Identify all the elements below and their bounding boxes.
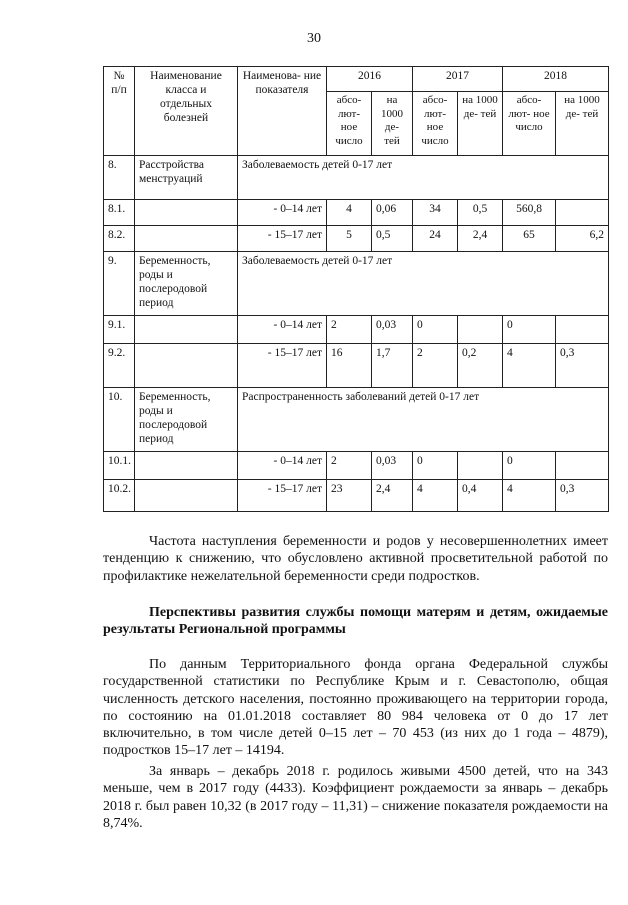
row-indicator: - 15–17 лет <box>238 344 327 388</box>
table-row <box>104 388 609 452</box>
cell-value: 1,7 <box>372 344 413 388</box>
cell-value: 0,3 <box>556 344 609 388</box>
header-year-2017: 2017 <box>413 67 503 92</box>
header-abs-2018: абсо- лют- ное число <box>503 92 556 156</box>
cell-value: 0,3 <box>556 480 609 512</box>
morbidity-table <box>103 66 609 512</box>
row-num: 9. <box>104 252 135 316</box>
header-indicator: Наименова- ние показателя <box>238 67 327 156</box>
cell-value <box>556 200 609 226</box>
row-name <box>135 344 238 388</box>
table-row <box>104 156 609 200</box>
cell-value: 0,5 <box>458 200 503 226</box>
cell-value: 24 <box>413 226 458 252</box>
cell-value: 0 <box>413 452 458 480</box>
section-heading: Перспективы развития службы помощи матерям и детям, ожидаемые результаты Региональной программы <box>103 605 608 638</box>
header-abs-2017: абсо- лют- ное число <box>413 92 458 156</box>
cell-value: 0,03 <box>372 316 413 344</box>
row-span-text: Распространенность заболеваний детей 0-17 лет <box>238 388 609 452</box>
cell-value: 0 <box>413 316 458 344</box>
cell-value <box>458 452 503 480</box>
table-row <box>104 316 609 344</box>
paragraph-pregnancy-trend: Частота наступления беременности и родов у несовершеннолетних имеет тенденцию к снижению, что обусловлено активной просветительной работой по профилактике нежелательной беременности среди подростков. <box>103 534 608 584</box>
row-name: Беременность, роды и послеродовой период <box>135 252 238 316</box>
row-span-text: Заболеваемость детей 0-17 лет <box>238 252 609 316</box>
cell-value: 65 <box>503 226 556 252</box>
cell-value: 2,4 <box>372 480 413 512</box>
cell-value <box>458 316 503 344</box>
table-row <box>104 226 609 252</box>
row-indicator: - 0–14 лет <box>238 452 327 480</box>
cell-value: 0,5 <box>372 226 413 252</box>
cell-value: 6,2 <box>556 226 609 252</box>
cell-value: 0,4 <box>458 480 503 512</box>
cell-value: 2 <box>327 452 372 480</box>
cell-value <box>556 316 609 344</box>
cell-value: 2,4 <box>458 226 503 252</box>
row-name <box>135 316 238 344</box>
row-name: Расстройства менструаций <box>135 156 238 200</box>
cell-value <box>556 452 609 480</box>
row-name <box>135 480 238 512</box>
cell-value: 5 <box>327 226 372 252</box>
header-abs-2016: абсо- лют- ное число <box>327 92 372 156</box>
header-per1000-2016: на 1000 де- тей <box>372 92 413 156</box>
row-name <box>135 452 238 480</box>
row-num: 9.1. <box>104 316 135 344</box>
row-indicator: - 0–14 лет <box>238 316 327 344</box>
cell-value: 0,2 <box>458 344 503 388</box>
row-indicator: - 15–17 лет <box>238 226 327 252</box>
row-indicator: - 0–14 лет <box>238 200 327 226</box>
cell-value: 0 <box>503 316 556 344</box>
row-indicator: - 15–17 лет <box>238 480 327 512</box>
table-row <box>104 452 609 480</box>
cell-value: 2 <box>327 316 372 344</box>
cell-value: 560,8 <box>503 200 556 226</box>
table-row <box>104 252 609 316</box>
cell-value: 4 <box>327 200 372 226</box>
row-num: 10. <box>104 388 135 452</box>
cell-value: 16 <box>327 344 372 388</box>
cell-value: 2 <box>413 344 458 388</box>
header-class-name: Наименование класса и отдельных болезней <box>135 67 238 156</box>
cell-value: 4 <box>503 480 556 512</box>
header-per1000-2018: на 1000 де- тей <box>556 92 609 156</box>
header-year-2018: 2018 <box>503 67 609 92</box>
header-year-2016: 2016 <box>327 67 413 92</box>
cell-value: 4 <box>503 344 556 388</box>
row-span-text: Заболеваемость детей 0-17 лет <box>238 156 609 200</box>
row-num: 8. <box>104 156 135 200</box>
paragraph-birth-stats: За январь – декабрь 2018 г. родилось живыми 4500 детей, что на 343 меньше, чем в 2017 году (4433). Коэффициент рождаемости за январь – декабрь 2018 г. был равен 10,32 (в 2017 году – 11,31) – снижение показателя рождаемости на 8,74%. <box>103 764 608 831</box>
row-name <box>135 200 238 226</box>
row-num: 8.2. <box>104 226 135 252</box>
row-name <box>135 226 238 252</box>
row-num: 9.2. <box>104 344 135 388</box>
row-num: 10.2. <box>104 480 135 512</box>
row-num: 10.1. <box>104 452 135 480</box>
cell-value: 34 <box>413 200 458 226</box>
table-row <box>104 344 609 388</box>
cell-value: 0 <box>503 452 556 480</box>
cell-value: 0,03 <box>372 452 413 480</box>
row-num: 8.1. <box>104 200 135 226</box>
row-name: Беременность, роды и послеродовой период <box>135 388 238 452</box>
header-per1000-2017: на 1000 де- тей <box>458 92 503 156</box>
cell-value: 23 <box>327 480 372 512</box>
table-row <box>104 200 609 226</box>
paragraph-population-stats: По данным Территориального фонда органа Федеральной службы государственной статистики по Республике Крым и г. Севастополю, общая численность детского населения, постоянно проживающего на территории города, по состоянию на 01.01.2018 составляет 80 984 человека от 0 до 17 лет включительно, в том числе детей 0–15 лет – 70 453 (из них до 1 года – 4879), подростков 15–17 лет – 14194. <box>103 657 608 759</box>
table-row <box>104 480 609 512</box>
cell-value: 4 <box>413 480 458 512</box>
cell-value: 0,06 <box>372 200 413 226</box>
header-num: № п/п <box>104 67 135 156</box>
page-number: 30 <box>307 31 321 46</box>
